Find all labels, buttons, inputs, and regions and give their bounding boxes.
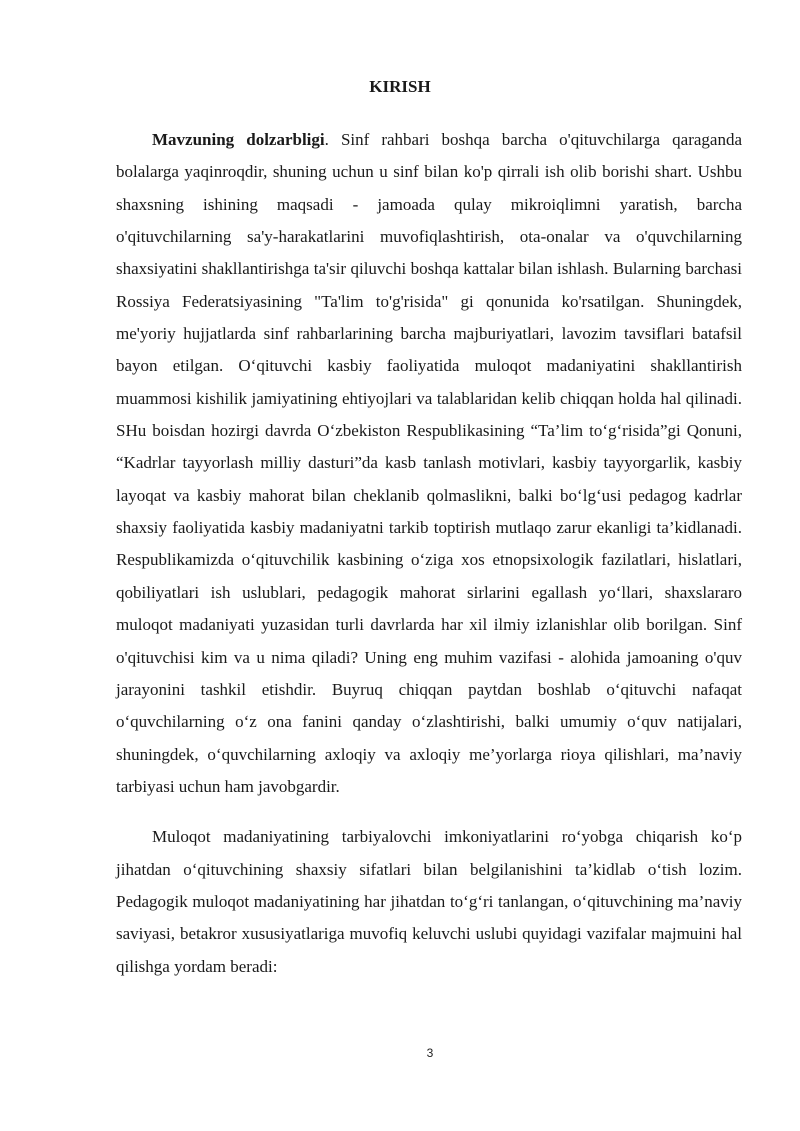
paragraph-1-text: . Sinf rahbari boshqa barcha o'qituvchilarga qaraganda bolalarga yaqinroqdir, shuning uchun u sinf bilan ko'p qirrali ish olib borishi shart. Ushbu shaxsning ishining maqsadi - jamoada qulay mikroiqlimni yaratish, barcha o'qituvchilarning sa'y-harakatlarini muvofiqlashtirish, ota-onalar va o'quvchilarning shaxsiyatini shakllantirishga ta'sir qiluvchi boshqa kattalar bilan ishlash. Bularning barchasi Rossiya Federatsiyasining "Ta'lim to'g'risida" gi qonunida ko'rsatilgan. Shuningdek, me'yoriy hujjatlarda sinf rahbarlarining barcha majburiyatlari, lavozim tavsiflari batafsil bayon etilgan. O‘qituvchi kasbiy faoliyatida muloqot madaniyatini shakllantirish muammosi kishilik jamiyatining ehtiyojlari va talablaridan kelib chiqqan holda hal qilinadi. SHu boisdan hozirgi davrda O‘zbekiston Respublikasining “Ta’lim to‘g‘risida”gi Qonuni, “Kadrlar tayyorlash milliy dasturi”da kasb tanlash motivlari, kasbiy tayyorgarlik, kasbiy layoqat va kasbiy mahorat bilan cheklanib qolmaslikni, balki bo‘lg‘usi pedagog kadrlar shaxsiy faoliyatida kasbiy madaniyatni tarkib toptirish mutlaqo zarur ekanligi ta’kidlanadi. Respublikamizda o‘qituvchilik kasbining o‘ziga xos etnopsixologik fazilatlari, hislatlari, qobiliyatlari ish uslublari, pedagogik mahorat sirlarini egallash yo‘llari, shaxslararo muloqot madaniyati yuzasidan turli davrlarda har xil ilmiy izlanishlar olib borilgan. Sinf o'qituvchisi kim va u nima qiladi? Uning eng muhim vazifasi - alohida jamoaning o'quv jarayonini tashkil etishdir. Buyruq chiqqan paytdan boshlab o‘qituvchi nafaqat o‘quvchilarning o‘z ona fanini qanday o‘zlashtirishi, balki umumiy o‘quv natijalari, shuningdek, o‘quvchilarning axloqiy va axloqiy me’yorlarga rioya qilishlari, ma’naviy tarbiyasi uchun ham javobgardir. (116, 130, 742, 796)
lead-term: Mavzuning dolzarbligi (152, 130, 325, 149)
paragraph-1 (116, 124, 742, 803)
section-heading: KIRISH (369, 77, 431, 96)
body-text (116, 124, 742, 983)
paragraph-2 (116, 821, 742, 983)
paragraph-2-text: Muloqot madaniyatining tarbiyalovchi imkoniyatlarini ro‘yobga chiqarish ko‘p jihatdan o‘qituvchining shaxsiy sifatlari bilan belgilanishini ta’kidlab o‘tish lozim. Pedagogik muloqot madaniyatining har jihatdan to‘g‘ri tanlangan, o‘qituvchining ma’naviy saviyasi, betakror xususiyatlariga muvofiq keluvchi uslubi quyidagi vazifalar majmuini hal qilishga yordam beradi: (116, 827, 742, 976)
page-number: 3 (426, 1046, 434, 1060)
